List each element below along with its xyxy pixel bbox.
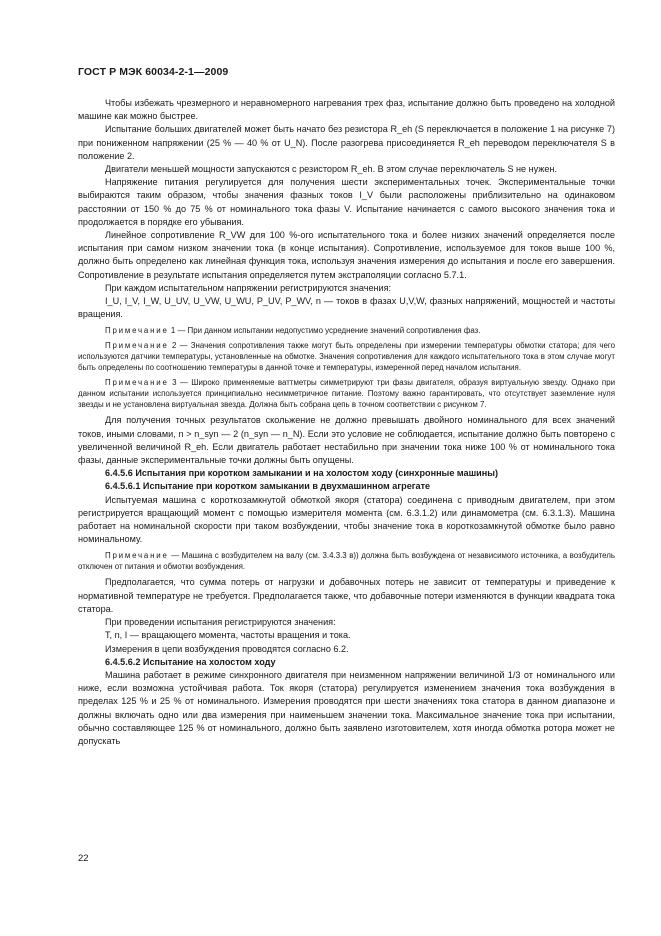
note-label: Примечание [105, 551, 169, 561]
page-number: 22 [78, 853, 89, 864]
paragraph: I_U, I_V, I_W, U_UV, U_VW, U_WU, P_UV, P_WV, n — токов в фазах U,V,W, фазных напряжений, мощностей и частоты вращения. [78, 296, 615, 320]
subsection-heading: 6.4.5.6.1 Испытание при коротком замыкании в двухмашинном агрегате [105, 481, 431, 492]
paragraph: Чтобы избежать чрезмерного и неравномерного нагревания трех фаз, испытание должно быть проведено на холодной машине как можно быстрее. [78, 98, 615, 122]
paragraph: Напряжение питания регулируется для получения шести экспериментальных точек. Экспериментальные точки выбираются таким образом, чтобы значения фазных токов I_V были расположены приблизительно на одинаковом расстоянии от 150 % до 75 % от номинального тока фазы V. Испытание начинается с самого высокого значения тока и продолжается в порядке его убывания. [78, 177, 615, 227]
paragraph: Машина работает в режиме синхронного двигателя при неизменном напряжении величиной 1/3 от номинального или ниже, если возможна устойчивая работа. Ток якоря (статора) регулируется изменением значения тока возбуждения в пределах 125 % и 25 % от номинального. Измерения проводятся при шести значениях тока статора в данном диапазоне и должны включать одно или два измерения при наименьшем значении тока. Максимальное значение тока при испытании, обычно составляющее 125 % от номинального, должно быть заявлено изготовителем, хотя иногда обмотка ротора может не допускать [78, 669, 615, 746]
paragraph: При каждом испытательном напряжении регистрируются значения: [105, 282, 392, 293]
note-label: Примечание [105, 341, 169, 351]
paragraph: Для получения точных результатов скольжение не должно превышать двойного номинального для всех значений токов, иными словами, n > n_syn — 2 (n_syn — n_N). Если это условие не соблюдается, испытание должно быть повторено с увеличенной величиной R_eh. Если двигатель работает нестабильно при значении тока ниже 100 % от номинального тока фазы, данные экспериментальные точки должны быть опущены. [78, 415, 615, 466]
paragraph: Испытание больших двигателей может быть начато без резистора R_eh (S переключается в положение 1 на рисунке 7) при пониженном напряжении (25 % — 40 % от U_N). После разогрева присоединяется R_eh переводом переключателя S в положение 2. [78, 124, 615, 161]
document-body [78, 97, 615, 748]
note-text: 2 — Значения сопротивления также могут быть определены при измерении температуры обмотки статора; для чего используются датчики температуры, установленные на обмотке. Значения сопротивления для каждого испытательного тока в этом случае могут быть определены по соотношению температуры в данной точке и температуры, измеренной перед началом испытания. [78, 341, 615, 373]
note-3 [78, 377, 615, 410]
document-header: ГОСТ Р МЭК 60034-2-1—2009 [78, 66, 229, 78]
paragraph: Измерения в цепи возбуждения проводятся согласно 6.2. [105, 643, 349, 654]
note-2 [78, 340, 615, 373]
note-4 [78, 550, 615, 572]
note-text: 1 — При данном испытании недопустимо усреднение значений сопротивления фаз. [170, 326, 481, 336]
paragraph: Испытуемая машина с короткозамкнутой обмоткой якоря (статора) соединена с приводным двигателем, при этом регистрируется вращающий момент с помощью измерителя момента (см. 6.3.1.2) или динамометра (см. 6.3.1.3). Машина работает на номинальной скорости при таком возбуждении, чтобы значение тока в короткозамкнутой обмотке было равно номинальному. [78, 494, 615, 545]
section-heading: 6.4.5.6 Испытания при коротком замыкании и на холостом ходу (синхронные машины) [105, 468, 499, 479]
paragraph: T, n, I — вращающего момента, частоты вращения и тока. [105, 630, 351, 641]
subsection-heading: 6.4.5.6.2 Испытание на холостом ходу [105, 656, 276, 667]
paragraph: Двигатели меньшей мощности запускаются с резистором R_eh. В этом случае переключатель S не нужен. [105, 164, 557, 175]
paragraph: Предполагается, что сумма потерь от нагрузки и добавочных потерь не зависит от температуры и приведение к нормативной температуре не требуется. Предполагается также, что добавочные потери изменяются в функции квадрата тока статора. [78, 577, 615, 614]
note-label: Примечание [105, 378, 169, 388]
note-label: Примечание [105, 326, 169, 336]
paragraph: При проведении испытания регистрируются значения: [105, 617, 336, 628]
note-text: — Машина с возбудителем на валу (см. 3.4.3.3 в)) должна быть возбуждена от независимого источника, а возбудитель отключен от питания и обмотки возбуждения. [78, 551, 615, 572]
note-text: 3 — Широко применяемые ваттметры симметрируют три фазы двигателя, образуя виртуальную звезду. Однако при данном испытании используется принципиально несимметричное питание. Поэтому важно гарантировать, что отсутствует заземление нуля звезды и не установлена виртуальная звезда. Должна быть собрана цепь в точном соответствии с рисунком 7. [78, 378, 615, 410]
paragraph: Линейное сопротивление R_VW для 100 %-ого испытательного тока и более низких значений определяется после испытания при самом низком значении тока (в конце испытания). Сопротивление, используемое для токов выше 100 %, должно быть определено как линейная функция тока, используя значения измерения до испытания и после его завершения. Сопротивление в результате испытания определяется путем экстраполяции согласно 5.7.1. [78, 230, 615, 280]
note-1 [78, 325, 615, 336]
